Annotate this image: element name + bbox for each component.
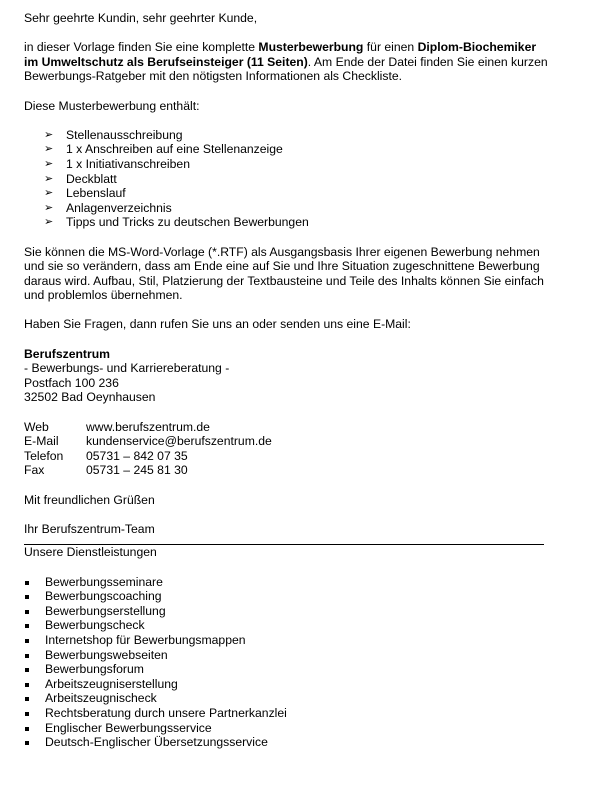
list-item [44, 142, 548, 157]
contact-label: Web [24, 419, 49, 434]
list-item-label: Arbeitszeugniserstellung [45, 676, 178, 691]
arrow-bullet-icon: ➢ [44, 128, 54, 141]
list-item [24, 648, 548, 663]
contact-row [24, 449, 272, 464]
arrow-bullet-icon: ➢ [44, 201, 54, 214]
square-bullet-icon [25, 683, 29, 687]
list-item [44, 186, 548, 201]
list-item [24, 575, 548, 590]
phone-value: 05731 – 842 07 35 [86, 448, 188, 463]
list-item-label: Bewerbungserstellung [45, 603, 166, 618]
square-bullet-icon [25, 727, 29, 731]
fax-value: 05731 – 245 81 30 [86, 463, 188, 478]
services-list [24, 575, 548, 750]
intro-text-1: in dieser Vorlage finden Sie eine komplette [24, 40, 259, 55]
email-link[interactable]: kundenservice@berufszentrum.de [86, 434, 272, 449]
square-bullet-icon [25, 668, 29, 672]
closing: Mit freundlichen Grüßen [24, 492, 155, 507]
questions-paragraph: Haben Sie Fragen, dann rufen Sie uns an oder senden uns eine E-Mail: [24, 317, 411, 332]
contact-label: Telefon [24, 448, 64, 463]
list-item-label: Bewerbungscheck [45, 618, 145, 633]
intro-bold-2: Diplom-Biochemiker im Umweltschutz als Berufseinsteiger (11 Seiten) [24, 40, 537, 69]
square-bullet-icon [25, 712, 29, 716]
company-tagline: - Bewerbungs- und Karriereberatung - [24, 361, 230, 376]
list-item-label: Anlagenverzeichnis [66, 200, 172, 215]
list-item [24, 618, 548, 633]
services-heading: Unsere Dienstleistungen [24, 545, 157, 560]
list-item-label: Internetshop für Bewerbungsmappen [45, 632, 246, 647]
postbox: Postfach 100 236 [24, 375, 119, 390]
web-link[interactable]: www.berufszentrum.de [86, 419, 210, 434]
list-item [24, 721, 548, 736]
contents-list [24, 128, 548, 230]
contact-label: E-Mail [24, 434, 59, 449]
greeting: Sehr geehrte Kundin, sehr geehrter Kunde, [24, 11, 258, 25]
intro-paragraph [24, 40, 548, 84]
list-item-label: Tipps und Tricks zu deutschen Bewerbungen [66, 215, 309, 230]
list-item-label: 1 x Anschreiben auf eine Stellenanzeige [66, 142, 283, 157]
list-item-label: Deckblatt [66, 171, 117, 186]
list-item [24, 735, 548, 750]
list-item-label: Bewerbungsforum [45, 662, 144, 677]
square-bullet-icon [25, 581, 29, 585]
list-item [24, 662, 548, 677]
list-item-label: Bewerbungscoaching [45, 589, 162, 604]
list-item [24, 633, 548, 648]
arrow-bullet-icon: ➢ [44, 216, 54, 229]
contact-row [24, 463, 272, 478]
arrow-bullet-icon: ➢ [44, 157, 54, 170]
arrow-bullet-icon: ➢ [44, 143, 54, 156]
list-item-label: 1 x Initiativanschreiben [66, 156, 190, 171]
contact-table [24, 420, 272, 478]
list-item [44, 157, 548, 172]
square-bullet-icon [25, 741, 29, 745]
company-name: Berufszentrum [24, 346, 111, 361]
list-item-label: Bewerbungswebseiten [45, 647, 168, 662]
square-bullet-icon [25, 595, 29, 599]
contact-row [24, 420, 272, 435]
list-item [44, 215, 548, 230]
arrow-bullet-icon: ➢ [44, 187, 54, 200]
list-item-label: Stellenausschreibung [66, 127, 183, 142]
list-item-label: Englischer Bewerbungsservice [45, 720, 212, 735]
list-item [24, 589, 548, 604]
square-bullet-icon [25, 654, 29, 658]
square-bullet-icon [25, 624, 29, 628]
address-block [24, 347, 548, 405]
list-item-label: Arbeitszeugnischeck [45, 691, 157, 706]
list-item [24, 691, 548, 706]
square-bullet-icon [25, 697, 29, 701]
list-item-label: Deutsch-Englischer Übersetzungsservice [45, 735, 268, 750]
intro-bold-1: Musterbewerbung [258, 40, 364, 55]
intro-text-3: . Am Ende der Datei finden Sie einen kurzen Bewerbungs-Ratgeber mit den nötigsten Informationen als Checkliste. [24, 54, 548, 84]
list-item [24, 677, 548, 692]
arrow-bullet-icon: ➢ [44, 172, 54, 185]
list-item [44, 172, 548, 187]
signature: Ihr Berufszentrum-Team [24, 521, 155, 536]
intro-text-2: für einen [363, 40, 418, 55]
list-item-label: Bewerbungsseminare [45, 574, 163, 589]
letter-content [24, 11, 548, 750]
contact-label: Fax [24, 463, 45, 478]
usage-paragraph: Sie können die MS-Word-Vorlage (*.RTF) als Ausgangsbasis Ihrer eigenen Bewerbung nehmen und sie so verändern, dass am Ende eine auf Sie und Ihre Situation zugeschnittene Bewerbung daraus wird. Aufbau, Stil, Platzierung der Textbausteine und Teile des Inhalts können Sie einfach und problemlos übernehmen. [24, 244, 544, 303]
list-item-label: Rechtsberatung durch unsere Partnerkanzlei [45, 705, 287, 720]
square-bullet-icon [25, 639, 29, 643]
list-item [44, 201, 548, 216]
city: 32502 Bad Oeynhausen [24, 390, 156, 405]
square-bullet-icon [25, 610, 29, 614]
list-item [24, 706, 548, 721]
contact-row [24, 434, 272, 449]
list-item [44, 128, 548, 143]
list-item-label: Lebenslauf [66, 186, 126, 201]
list-item [24, 604, 548, 619]
contains-heading: Diese Musterbewerbung enthält: [24, 98, 200, 113]
